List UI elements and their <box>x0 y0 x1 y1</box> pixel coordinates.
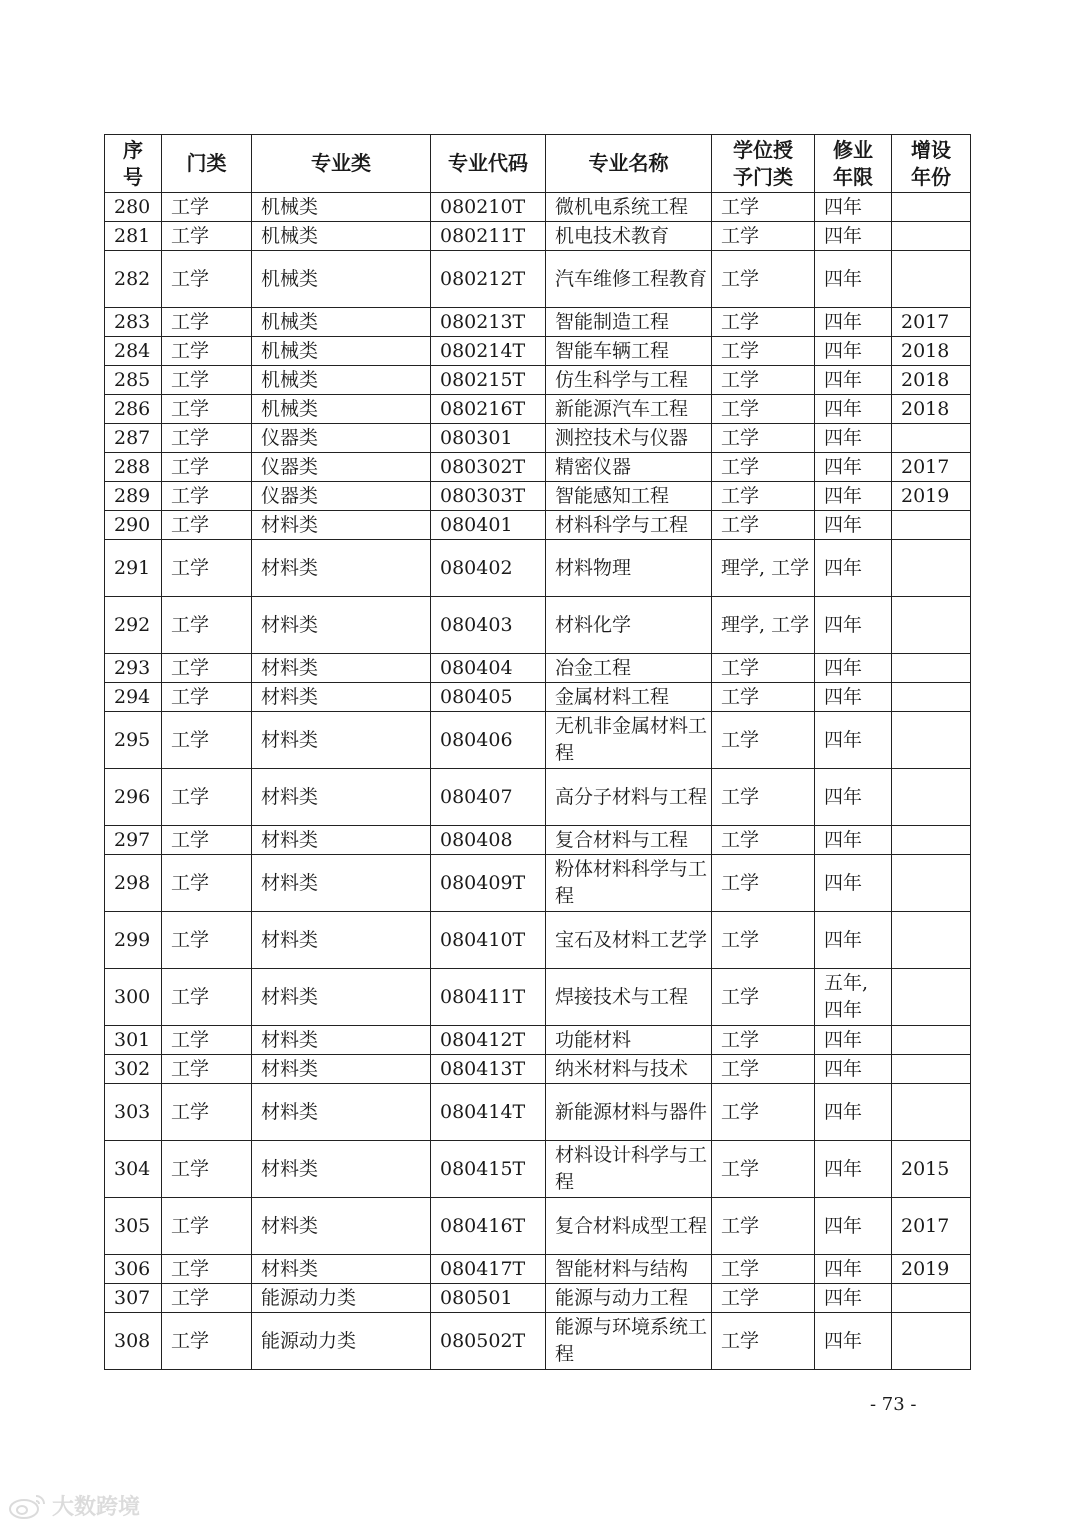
cell-major-name: 智能车辆工程 <box>546 337 712 366</box>
cell-category: 工学 <box>162 251 252 308</box>
cell-seq: 283 <box>105 308 162 337</box>
cell-seq: 294 <box>105 683 162 712</box>
cell-duration: 四年 <box>815 826 892 855</box>
cell-duration: 四年 <box>815 769 892 826</box>
majors-table <box>104 134 971 1370</box>
cell-seq: 304 <box>105 1141 162 1198</box>
cell-degree: 工学 <box>712 683 815 712</box>
cell-seq: 281 <box>105 222 162 251</box>
cell-category: 工学 <box>162 769 252 826</box>
cell-major-class: 机械类 <box>252 366 431 395</box>
cell-degree: 工学 <box>712 337 815 366</box>
table-row <box>105 1255 971 1284</box>
cell-code: 080411T <box>431 969 546 1026</box>
cell-year-added <box>892 683 971 712</box>
cell-major-name: 能源与环境系统工程 <box>546 1313 712 1370</box>
cell-duration: 四年 <box>815 1255 892 1284</box>
cell-code: 080213T <box>431 308 546 337</box>
cell-duration: 四年 <box>815 1055 892 1084</box>
cell-year-added <box>892 511 971 540</box>
cell-seq: 302 <box>105 1055 162 1084</box>
cell-duration: 四年 <box>815 308 892 337</box>
cell-year-added: 2019 <box>892 1255 971 1284</box>
table-row <box>105 769 971 826</box>
cell-major-class: 材料类 <box>252 769 431 826</box>
cell-degree: 工学 <box>712 769 815 826</box>
cell-major-name: 智能制造工程 <box>546 308 712 337</box>
cell-major-name: 纳米材料与技术 <box>546 1055 712 1084</box>
cell-duration: 四年 <box>815 193 892 222</box>
cell-major-class: 材料类 <box>252 597 431 654</box>
cell-category: 工学 <box>162 712 252 769</box>
cell-major-name: 宝石及材料工艺学 <box>546 912 712 969</box>
cell-duration: 四年 <box>815 251 892 308</box>
cell-major-name: 无机非金属材料工程 <box>546 712 712 769</box>
cell-major-class: 材料类 <box>252 1198 431 1255</box>
header-text-line: 修业 <box>833 137 873 162</box>
watermark <box>8 1490 140 1521</box>
cell-year-added <box>892 1084 971 1141</box>
cell-code: 080413T <box>431 1055 546 1084</box>
cell-year-added <box>892 855 971 912</box>
cell-category: 工学 <box>162 683 252 712</box>
header-duration <box>815 135 892 193</box>
cell-major-name: 冶金工程 <box>546 654 712 683</box>
cell-code: 080302T <box>431 453 546 482</box>
cell-code: 080210T <box>431 193 546 222</box>
cell-year-added: 2018 <box>892 395 971 424</box>
cell-category: 工学 <box>162 597 252 654</box>
cell-major-name: 微机电系统工程 <box>546 193 712 222</box>
cell-duration: 四年 <box>815 453 892 482</box>
cell-category: 工学 <box>162 1313 252 1370</box>
cell-seq: 307 <box>105 1284 162 1313</box>
cell-category: 工学 <box>162 540 252 597</box>
cell-major-name: 材料物理 <box>546 540 712 597</box>
cell-code: 080402 <box>431 540 546 597</box>
cell-code: 080216T <box>431 395 546 424</box>
cell-degree: 工学 <box>712 482 815 511</box>
cell-degree: 理学, 工学 <box>712 597 815 654</box>
header-text-line: 序 <box>123 137 143 162</box>
cell-major-class: 材料类 <box>252 654 431 683</box>
table-row <box>105 826 971 855</box>
table-row <box>105 453 971 482</box>
cell-duration: 四年 <box>815 366 892 395</box>
cell-major-name: 复合材料成型工程 <box>546 1198 712 1255</box>
cell-category: 工学 <box>162 1141 252 1198</box>
cell-category: 工学 <box>162 337 252 366</box>
cell-major-class: 材料类 <box>252 1026 431 1055</box>
cell-degree: 理学, 工学 <box>712 540 815 597</box>
table-row <box>105 1284 971 1313</box>
cell-degree: 工学 <box>712 912 815 969</box>
table-row <box>105 511 971 540</box>
cell-category: 工学 <box>162 193 252 222</box>
cell-major-name: 高分子材料与工程 <box>546 769 712 826</box>
table-row <box>105 1141 971 1198</box>
cell-year-added <box>892 912 971 969</box>
cell-category: 工学 <box>162 424 252 453</box>
cell-code: 080416T <box>431 1198 546 1255</box>
header-text-line: 年份 <box>911 164 951 189</box>
cell-code: 080501 <box>431 1284 546 1313</box>
cell-code: 080408 <box>431 826 546 855</box>
cell-degree: 工学 <box>712 222 815 251</box>
cell-degree: 工学 <box>712 654 815 683</box>
header-major-name <box>546 135 712 193</box>
cell-seq: 287 <box>105 424 162 453</box>
table-row <box>105 193 971 222</box>
cell-category: 工学 <box>162 511 252 540</box>
cell-code: 080401 <box>431 511 546 540</box>
cell-seq: 289 <box>105 482 162 511</box>
header-text-line: 号 <box>123 164 143 189</box>
cell-code: 080211T <box>431 222 546 251</box>
cell-major-name: 金属材料工程 <box>546 683 712 712</box>
cell-degree: 工学 <box>712 1313 815 1370</box>
cell-major-name: 新能源材料与器件 <box>546 1084 712 1141</box>
cell-degree: 工学 <box>712 366 815 395</box>
cell-major-class: 材料类 <box>252 826 431 855</box>
cell-category: 工学 <box>162 1198 252 1255</box>
table-row <box>105 855 971 912</box>
cell-category: 工学 <box>162 1084 252 1141</box>
cell-major-class: 能源动力类 <box>252 1313 431 1370</box>
cell-degree: 工学 <box>712 1141 815 1198</box>
cell-seq: 303 <box>105 1084 162 1141</box>
cell-major-class: 机械类 <box>252 395 431 424</box>
cell-major-class: 材料类 <box>252 1255 431 1284</box>
cell-year-added <box>892 193 971 222</box>
header-text-line: 学位授 <box>733 137 793 162</box>
cell-category: 工学 <box>162 855 252 912</box>
cell-category: 工学 <box>162 826 252 855</box>
header-text-line: 专业类 <box>311 151 371 175</box>
header-seq <box>105 135 162 193</box>
watermark-text: 大数跨境 <box>52 1495 141 1520</box>
cell-code: 080212T <box>431 251 546 308</box>
table-row <box>105 337 971 366</box>
cell-code: 080410T <box>431 912 546 969</box>
cell-code: 080301 <box>431 424 546 453</box>
cell-year-added <box>892 1284 971 1313</box>
table-row <box>105 1313 971 1370</box>
cell-year-added: 2018 <box>892 366 971 395</box>
cell-seq: 284 <box>105 337 162 366</box>
table-row <box>105 540 971 597</box>
cell-major-name: 粉体材料科学与工程 <box>546 855 712 912</box>
cell-category: 工学 <box>162 366 252 395</box>
cell-year-added <box>892 424 971 453</box>
table-row <box>105 1084 971 1141</box>
cell-degree: 工学 <box>712 395 815 424</box>
weibo-logo-icon <box>8 1492 48 1520</box>
table-row <box>105 366 971 395</box>
cell-degree: 工学 <box>712 1198 815 1255</box>
cell-duration: 四年 <box>815 1313 892 1370</box>
cell-seq: 292 <box>105 597 162 654</box>
cell-major-class: 材料类 <box>252 969 431 1026</box>
cell-seq: 295 <box>105 712 162 769</box>
cell-code: 080403 <box>431 597 546 654</box>
cell-category: 工学 <box>162 1284 252 1313</box>
cell-major-name: 汽车维修工程教育 <box>546 251 712 308</box>
cell-major-name: 测控技术与仪器 <box>546 424 712 453</box>
cell-year-added <box>892 654 971 683</box>
cell-major-name: 材料化学 <box>546 597 712 654</box>
cell-degree: 工学 <box>712 1284 815 1313</box>
cell-seq: 293 <box>105 654 162 683</box>
cell-major-class: 材料类 <box>252 540 431 597</box>
cell-duration: 四年 <box>815 912 892 969</box>
cell-seq: 285 <box>105 366 162 395</box>
cell-duration: 四年 <box>815 597 892 654</box>
cell-major-name: 新能源汽车工程 <box>546 395 712 424</box>
cell-code: 080214T <box>431 337 546 366</box>
table-row <box>105 1026 971 1055</box>
cell-major-name: 智能感知工程 <box>546 482 712 511</box>
cell-degree: 工学 <box>712 308 815 337</box>
cell-major-class: 材料类 <box>252 1141 431 1198</box>
cell-degree: 工学 <box>712 1084 815 1141</box>
cell-year-added: 2017 <box>892 1198 971 1255</box>
cell-code: 080417T <box>431 1255 546 1284</box>
cell-major-class: 材料类 <box>252 1055 431 1084</box>
cell-degree: 工学 <box>712 453 815 482</box>
cell-code: 080407 <box>431 769 546 826</box>
cell-seq: 297 <box>105 826 162 855</box>
table-header-row <box>105 135 971 193</box>
cell-duration: 四年 <box>815 1284 892 1313</box>
cell-seq: 301 <box>105 1026 162 1055</box>
cell-major-class: 材料类 <box>252 855 431 912</box>
cell-year-added: 2019 <box>892 482 971 511</box>
cell-category: 工学 <box>162 912 252 969</box>
cell-code: 080414T <box>431 1084 546 1141</box>
cell-degree: 工学 <box>712 855 815 912</box>
cell-duration: 四年 <box>815 1141 892 1198</box>
cell-duration: 四年 <box>815 424 892 453</box>
table-row <box>105 222 971 251</box>
cell-major-class: 仪器类 <box>252 453 431 482</box>
cell-duration: 四年 <box>815 855 892 912</box>
table-row <box>105 912 971 969</box>
cell-code: 080406 <box>431 712 546 769</box>
cell-category: 工学 <box>162 395 252 424</box>
cell-major-class: 仪器类 <box>252 482 431 511</box>
cell-seq: 308 <box>105 1313 162 1370</box>
cell-degree: 工学 <box>712 511 815 540</box>
cell-major-class: 材料类 <box>252 511 431 540</box>
cell-code: 080303T <box>431 482 546 511</box>
cell-year-added: 2018 <box>892 337 971 366</box>
cell-duration: 四年 <box>815 222 892 251</box>
header-text-line: 专业名称 <box>588 151 669 175</box>
cell-major-class: 材料类 <box>252 683 431 712</box>
header-text-line: 专业代码 <box>448 151 528 175</box>
cell-duration: 四年 <box>815 540 892 597</box>
table-row <box>105 969 971 1026</box>
cell-category: 工学 <box>162 1055 252 1084</box>
cell-code: 080405 <box>431 683 546 712</box>
cell-category: 工学 <box>162 453 252 482</box>
cell-duration: 四年 <box>815 511 892 540</box>
cell-code: 080415T <box>431 1141 546 1198</box>
cell-code: 080502T <box>431 1313 546 1370</box>
cell-major-class: 材料类 <box>252 712 431 769</box>
cell-major-class: 机械类 <box>252 251 431 308</box>
cell-major-name: 焊接技术与工程 <box>546 969 712 1026</box>
header-degree <box>712 135 815 193</box>
cell-year-added <box>892 222 971 251</box>
header-code <box>431 135 546 193</box>
cell-category: 工学 <box>162 482 252 511</box>
header-text-line: 门类 <box>186 151 227 175</box>
cell-duration: 四年 <box>815 1198 892 1255</box>
cell-seq: 305 <box>105 1198 162 1255</box>
table-row <box>105 1198 971 1255</box>
table-row <box>105 482 971 511</box>
cell-category: 工学 <box>162 1026 252 1055</box>
cell-duration: 四年 <box>815 395 892 424</box>
cell-degree: 工学 <box>712 712 815 769</box>
cell-degree: 工学 <box>712 193 815 222</box>
cell-degree: 工学 <box>712 424 815 453</box>
cell-major-class: 机械类 <box>252 222 431 251</box>
cell-major-name: 智能材料与结构 <box>546 1255 712 1284</box>
cell-category: 工学 <box>162 222 252 251</box>
cell-year-added <box>892 969 971 1026</box>
cell-major-class: 仪器类 <box>252 424 431 453</box>
cell-duration: 四年 <box>815 1026 892 1055</box>
cell-duration: 四年 <box>815 683 892 712</box>
cell-major-name: 功能材料 <box>546 1026 712 1055</box>
table-row <box>105 308 971 337</box>
cell-duration: 四年 <box>815 654 892 683</box>
cell-major-class: 能源动力类 <box>252 1284 431 1313</box>
cell-degree: 工学 <box>712 1055 815 1084</box>
cell-duration: 四年 <box>815 712 892 769</box>
cell-seq: 290 <box>105 511 162 540</box>
cell-category: 工学 <box>162 969 252 1026</box>
header-year-added <box>892 135 971 193</box>
cell-degree: 工学 <box>712 826 815 855</box>
table-row <box>105 654 971 683</box>
cell-year-added <box>892 1026 971 1055</box>
cell-category: 工学 <box>162 1255 252 1284</box>
cell-major-class: 机械类 <box>252 337 431 366</box>
cell-degree: 工学 <box>712 1255 815 1284</box>
cell-major-name: 复合材料与工程 <box>546 826 712 855</box>
cell-year-added <box>892 597 971 654</box>
cell-degree: 工学 <box>712 1026 815 1055</box>
cell-code: 080409T <box>431 855 546 912</box>
header-text-line: 予门类 <box>733 164 793 189</box>
table-row <box>105 712 971 769</box>
cell-major-class: 材料类 <box>252 912 431 969</box>
cell-major-name: 材料设计科学与工程 <box>546 1141 712 1198</box>
cell-code: 080215T <box>431 366 546 395</box>
cell-major-name: 机电技术教育 <box>546 222 712 251</box>
header-major-class <box>252 135 431 193</box>
cell-year-added <box>892 826 971 855</box>
cell-seq: 291 <box>105 540 162 597</box>
cell-seq: 298 <box>105 855 162 912</box>
header-text-line: 年限 <box>833 164 873 189</box>
cell-year-added: 2017 <box>892 453 971 482</box>
cell-seq: 300 <box>105 969 162 1026</box>
cell-major-class: 机械类 <box>252 308 431 337</box>
cell-major-class: 机械类 <box>252 193 431 222</box>
cell-seq: 299 <box>105 912 162 969</box>
cell-duration: 四年 <box>815 482 892 511</box>
table-row <box>105 395 971 424</box>
cell-category: 工学 <box>162 654 252 683</box>
cell-major-name: 能源与动力工程 <box>546 1284 712 1313</box>
cell-year-added: 2017 <box>892 308 971 337</box>
cell-major-class: 材料类 <box>252 1084 431 1141</box>
table-row <box>105 251 971 308</box>
cell-major-name: 精密仪器 <box>546 453 712 482</box>
cell-seq: 280 <box>105 193 162 222</box>
table-row <box>105 597 971 654</box>
cell-major-name: 仿生科学与工程 <box>546 366 712 395</box>
cell-duration: 五年, 四年 <box>815 969 892 1026</box>
table-row <box>105 683 971 712</box>
cell-major-name: 材料科学与工程 <box>546 511 712 540</box>
cell-seq: 306 <box>105 1255 162 1284</box>
cell-code: 080404 <box>431 654 546 683</box>
cell-degree: 工学 <box>712 969 815 1026</box>
table-body <box>105 193 971 1370</box>
table-row <box>105 1055 971 1084</box>
header-text-line: 增设 <box>911 137 951 162</box>
cell-year-added <box>892 251 971 308</box>
cell-seq: 296 <box>105 769 162 826</box>
cell-seq: 282 <box>105 251 162 308</box>
cell-seq: 288 <box>105 453 162 482</box>
cell-duration: 四年 <box>815 337 892 366</box>
cell-year-added: 2015 <box>892 1141 971 1198</box>
cell-duration: 四年 <box>815 1084 892 1141</box>
cell-code: 080412T <box>431 1026 546 1055</box>
table-row <box>105 424 971 453</box>
cell-seq: 286 <box>105 395 162 424</box>
cell-year-added <box>892 540 971 597</box>
cell-year-added <box>892 1313 971 1370</box>
cell-category: 工学 <box>162 308 252 337</box>
header-category <box>162 135 252 193</box>
cell-year-added <box>892 1055 971 1084</box>
page-number: - 73 - <box>870 1394 917 1415</box>
cell-degree: 工学 <box>712 251 815 308</box>
cell-year-added <box>892 769 971 826</box>
cell-year-added <box>892 712 971 769</box>
